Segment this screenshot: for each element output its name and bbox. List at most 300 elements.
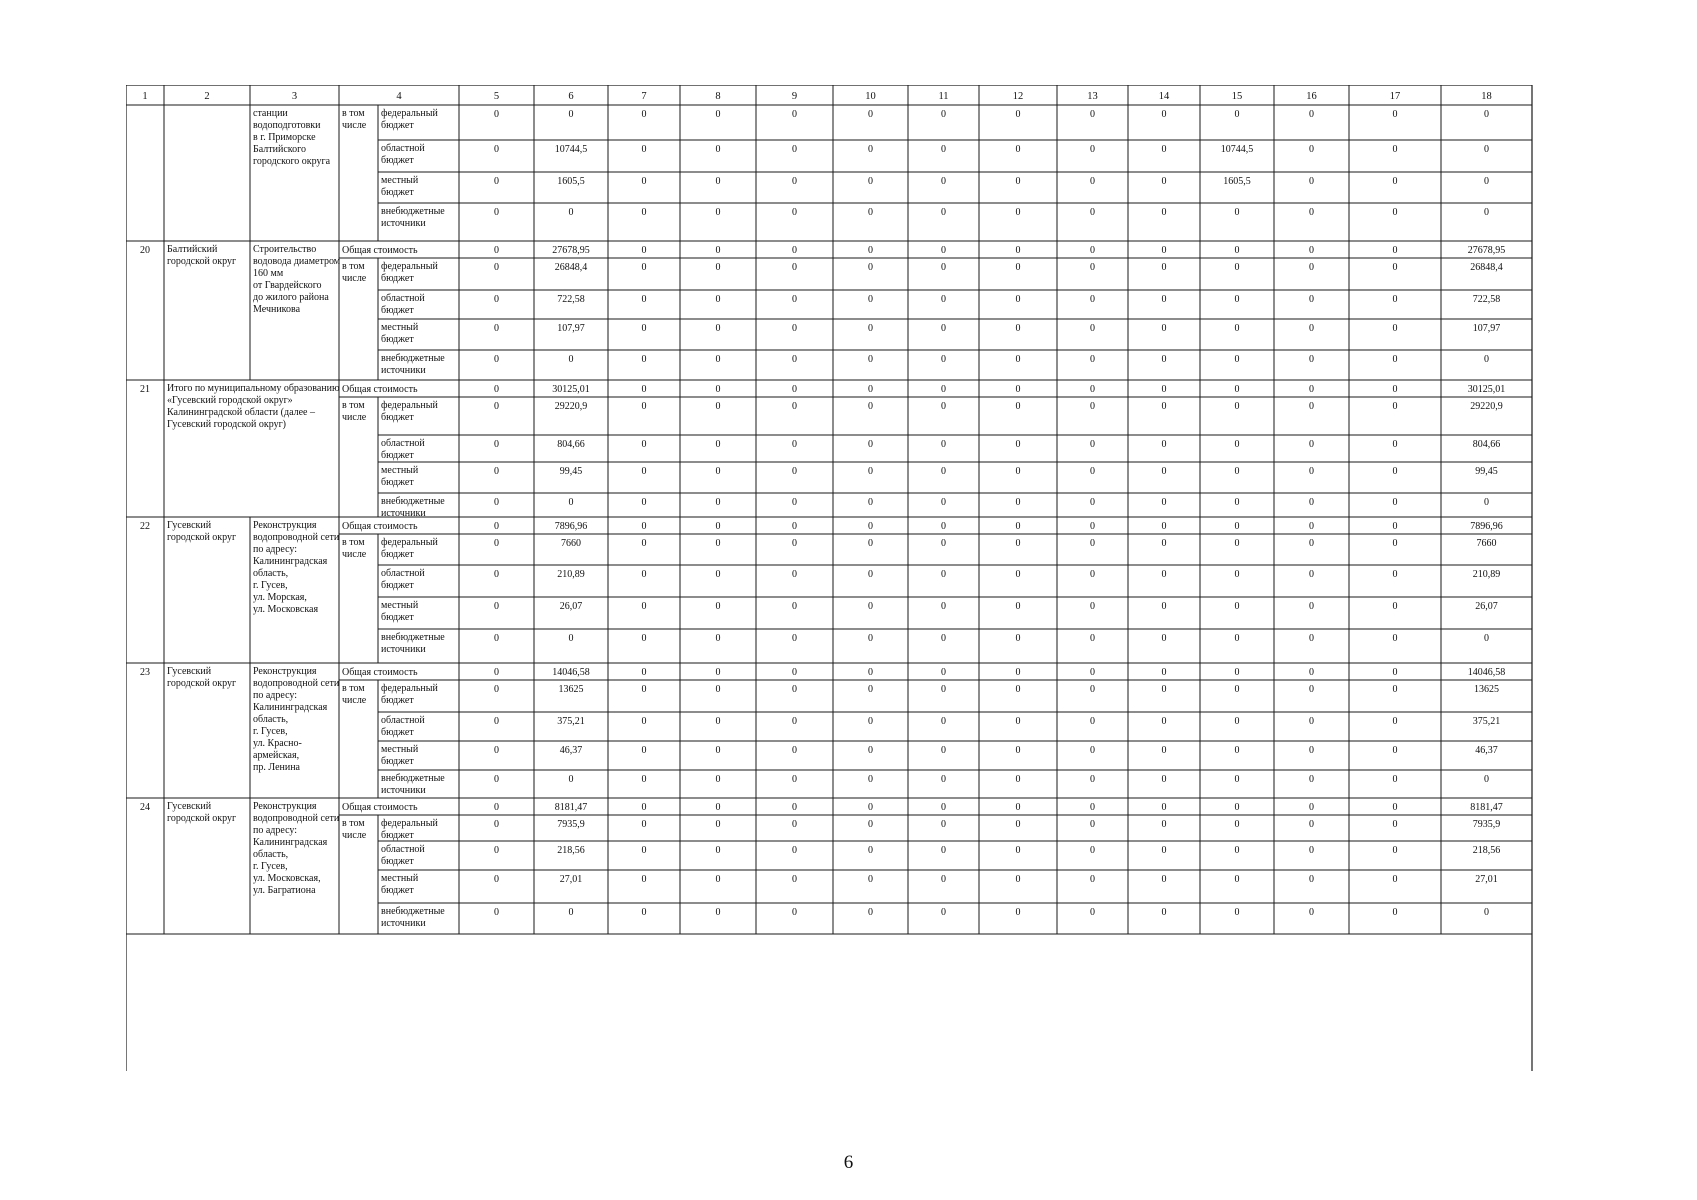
value-cell: 0 — [792, 401, 797, 412]
value-cell: 0 — [1090, 521, 1095, 532]
value-cell: 0 — [1392, 569, 1398, 580]
value-cell: 0 — [1161, 294, 1167, 305]
value-cell: 0 — [1161, 745, 1167, 756]
header-cell: 3 — [291, 91, 298, 102]
value-cell: 0 — [715, 745, 721, 756]
value-cell: 0 — [1484, 109, 1489, 120]
value-cell: 29220,9 — [554, 401, 588, 412]
value-cell: 0 — [941, 745, 946, 756]
value-cell: 0 — [868, 323, 873, 334]
value-cell: 0 — [868, 802, 873, 813]
value-cell: 0 — [1015, 667, 1021, 678]
value-cell: 0 — [494, 845, 499, 856]
object-description-text: ул. Московская, — [253, 873, 321, 884]
page-number: 6 — [843, 1152, 854, 1173]
municipality-text: Гусевский городской округ) — [167, 419, 287, 430]
funding-source-label: внебюджетные — [381, 206, 445, 217]
value-cell: 0 — [641, 569, 647, 580]
funding-source-label: внебюджетные — [381, 632, 445, 643]
value-cell: 0 — [494, 144, 499, 155]
value-cell: 0 — [1161, 245, 1167, 256]
value-cell: 0 — [1090, 294, 1095, 305]
header-cell: 13 — [1087, 91, 1098, 102]
value-cell: 0 — [1161, 144, 1167, 155]
value-cell: 26,07 — [559, 601, 583, 612]
value-cell: 0 — [1392, 323, 1398, 334]
value-cell: 0 — [715, 109, 721, 120]
value-cell: 0 — [641, 245, 647, 256]
value-cell: 0 — [868, 384, 873, 395]
value-cell: 7896,96 — [1470, 521, 1503, 532]
object-description-text: армейская, — [253, 750, 300, 761]
value-cell: 0 — [641, 323, 647, 334]
value-cell: 0 — [1309, 176, 1314, 187]
value-cell: 7660 — [561, 538, 581, 549]
value-cell: 0 — [868, 819, 873, 830]
value-cell: 0 — [1090, 401, 1095, 412]
value-cell: 0 — [568, 109, 574, 120]
value-cell: 0 — [715, 819, 721, 830]
value-cell: 0 — [1392, 684, 1398, 695]
value-cell: 0 — [941, 207, 946, 218]
object-description-text: станции — [253, 108, 288, 119]
value-cell: 0 — [1015, 466, 1021, 477]
value-cell: 0 — [1015, 384, 1021, 395]
value-cell: 0 — [494, 601, 499, 612]
row-number: 21 — [140, 384, 150, 395]
funding-source-label: бюджет — [381, 412, 414, 423]
value-cell: 0 — [494, 401, 499, 412]
value-cell: 0 — [1090, 874, 1095, 885]
value-cell: 0 — [715, 802, 721, 813]
value-cell: 0 — [941, 802, 946, 813]
funding-source-label: областной — [381, 293, 425, 304]
value-cell: 0 — [792, 802, 797, 813]
funding-source-label: бюджет — [381, 477, 414, 488]
value-cell: 0 — [1234, 569, 1240, 580]
value-cell: 0 — [1234, 466, 1240, 477]
value-cell: 0 — [792, 819, 797, 830]
value-cell: 0 — [641, 907, 647, 918]
value-cell: 0 — [941, 497, 946, 508]
including-label: в том — [342, 261, 365, 272]
value-cell: 0 — [1090, 667, 1095, 678]
value-cell: 0 — [941, 176, 946, 187]
value-cell: 99,45 — [1475, 466, 1498, 477]
value-cell: 7935,9 — [1472, 819, 1501, 830]
value-cell: 0 — [1161, 819, 1167, 830]
value-cell: 0 — [1090, 439, 1095, 450]
value-cell: 0 — [1309, 569, 1314, 580]
funding-source-label: бюджет — [381, 612, 414, 623]
value-cell: 0 — [1234, 354, 1240, 365]
object-description-text: водопроводной сети — [253, 813, 340, 824]
object-description-text: ул. Морская, — [253, 592, 307, 603]
value-cell: 0 — [1309, 819, 1314, 830]
value-cell: 0 — [641, 601, 647, 612]
value-cell: 0 — [1090, 354, 1095, 365]
object-description-text: водопроводной сети — [253, 532, 340, 543]
value-cell: 0 — [1392, 601, 1398, 612]
value-cell: 0 — [1090, 144, 1095, 155]
funding-source-label: федеральный — [381, 537, 438, 548]
value-cell: 7896,96 — [554, 521, 588, 532]
value-cell: 10744,5 — [1220, 144, 1254, 155]
value-cell: 14046,58 — [552, 667, 590, 678]
value-cell: 0 — [1392, 207, 1398, 218]
value-cell: 0 — [1090, 633, 1095, 644]
municipality-text: городской округ — [167, 678, 237, 689]
object-description-text: ул. Багратиона — [253, 885, 316, 896]
header-cell: 8 — [715, 91, 721, 102]
value-cell: 0 — [941, 245, 946, 256]
value-cell: 0 — [1309, 439, 1314, 450]
value-cell: 0 — [1090, 601, 1095, 612]
value-cell: 0 — [1015, 497, 1021, 508]
value-cell: 107,97 — [557, 323, 585, 334]
value-cell: 0 — [641, 802, 647, 813]
value-cell: 0 — [868, 207, 873, 218]
value-cell: 0 — [1015, 323, 1021, 334]
value-cell: 0 — [868, 176, 873, 187]
value-cell: 0 — [1392, 401, 1398, 412]
value-cell: 0 — [1392, 745, 1398, 756]
value-cell: 0 — [868, 774, 873, 785]
value-cell: 0 — [494, 384, 499, 395]
value-cell: 0 — [1309, 802, 1314, 813]
value-cell: 0 — [1015, 684, 1021, 695]
value-cell: 0 — [1309, 262, 1314, 273]
value-cell: 0 — [1090, 176, 1095, 187]
funding-source-label: бюджет — [381, 549, 414, 560]
funding-source-label: бюджет — [381, 450, 414, 461]
object-description-text: водопроводной сети — [253, 678, 340, 689]
funding-source-label: бюджет — [381, 885, 414, 896]
value-cell: 0 — [494, 354, 499, 365]
value-cell: 0 — [1161, 439, 1167, 450]
value-cell: 0 — [494, 109, 499, 120]
funding-source-label: областной — [381, 568, 425, 579]
value-cell: 13625 — [1474, 684, 1499, 695]
value-cell: 0 — [1161, 569, 1167, 580]
value-cell: 0 — [868, 845, 873, 856]
value-cell: 0 — [1161, 845, 1167, 856]
value-cell: 0 — [641, 144, 647, 155]
value-cell: 0 — [568, 207, 574, 218]
value-cell: 46,37 — [1475, 745, 1498, 756]
including-label: в том — [342, 818, 365, 829]
value-cell: 0 — [494, 176, 499, 187]
value-cell: 0 — [1392, 874, 1398, 885]
value-cell: 27678,95 — [1467, 245, 1506, 256]
value-cell: 0 — [1234, 845, 1240, 856]
value-cell: 0 — [941, 601, 946, 612]
value-cell: 0 — [715, 569, 721, 580]
value-cell: 0 — [1234, 684, 1240, 695]
value-cell: 0 — [792, 601, 797, 612]
value-cell: 0 — [494, 819, 499, 830]
value-cell: 0 — [715, 538, 721, 549]
value-cell: 210,89 — [557, 569, 585, 580]
header-cell: 1 — [142, 91, 148, 102]
value-cell: 0 — [641, 633, 647, 644]
value-cell: 0 — [1090, 262, 1095, 273]
value-cell: 210,89 — [1472, 569, 1501, 580]
value-cell: 0 — [1161, 601, 1167, 612]
funding-source-label: бюджет — [381, 727, 414, 738]
value-cell: 10744,5 — [554, 144, 588, 155]
value-cell: 0 — [1234, 874, 1240, 885]
header-cell: 9 — [791, 91, 798, 102]
value-cell: 0 — [715, 497, 721, 508]
value-cell: 0 — [715, 601, 721, 612]
value-cell: 0 — [1309, 538, 1314, 549]
value-cell: 0 — [1161, 401, 1167, 412]
value-cell: 0 — [941, 521, 946, 532]
value-cell: 0 — [715, 907, 721, 918]
header-cell: 17 — [1389, 91, 1401, 102]
value-cell: 0 — [1234, 907, 1240, 918]
header-cell: 4 — [396, 91, 402, 102]
funding-source-label: источники — [381, 785, 426, 796]
value-cell: 0 — [1484, 633, 1489, 644]
value-cell: 0 — [1161, 354, 1167, 365]
value-cell: 218,56 — [557, 845, 585, 856]
header-cell: 14 — [1158, 91, 1170, 102]
value-cell: 0 — [1015, 176, 1021, 187]
value-cell: 0 — [868, 109, 873, 120]
municipality-text: Гусевский — [167, 801, 212, 812]
value-cell: 0 — [494, 466, 499, 477]
object-description-text: водоподготовки — [253, 120, 321, 131]
value-cell: 0 — [868, 294, 873, 305]
value-cell: 0 — [1309, 497, 1314, 508]
value-cell: 0 — [941, 684, 946, 695]
value-cell: 0 — [1161, 874, 1167, 885]
funding-source-label: источники — [381, 644, 426, 655]
value-cell: 7935,9 — [557, 819, 585, 830]
value-cell: 0 — [494, 907, 499, 918]
value-cell: 0 — [868, 569, 873, 580]
value-cell: 0 — [1392, 538, 1398, 549]
value-cell: 0 — [1392, 667, 1398, 678]
object-description-text: Реконструкция — [253, 520, 317, 531]
value-cell: 0 — [868, 745, 873, 756]
value-cell: 0 — [1161, 466, 1167, 477]
funding-source-label: источники — [381, 218, 426, 229]
value-cell: 0 — [715, 874, 721, 885]
value-cell: 0 — [641, 401, 647, 412]
value-cell: 0 — [715, 384, 721, 395]
value-cell: 0 — [1090, 819, 1095, 830]
value-cell: 0 — [1309, 601, 1314, 612]
value-cell: 0 — [1090, 716, 1095, 727]
header-cell: 18 — [1481, 91, 1492, 102]
value-cell: 0 — [1161, 207, 1167, 218]
value-cell: 0 — [715, 684, 721, 695]
municipality-text: городской округ — [167, 813, 237, 824]
value-cell: 0 — [715, 354, 721, 365]
funding-source-label: внебюджетные — [381, 353, 445, 364]
value-cell: 13625 — [558, 684, 584, 695]
value-cell: 0 — [641, 667, 647, 678]
value-cell: 0 — [1392, 907, 1398, 918]
object-description-text: ул. Красно- — [253, 738, 302, 749]
object-description-text: г. Гусев, — [253, 580, 288, 591]
value-cell: 46,37 — [559, 745, 583, 756]
value-cell: 0 — [641, 774, 647, 785]
value-cell: 0 — [1015, 845, 1021, 856]
value-cell: 0 — [792, 384, 797, 395]
value-cell: 0 — [1015, 245, 1021, 256]
value-cell: 0 — [1234, 401, 1240, 412]
value-cell: 0 — [1161, 262, 1167, 273]
header-cell: 6 — [568, 91, 574, 102]
value-cell: 0 — [792, 294, 797, 305]
value-cell: 0 — [1161, 109, 1167, 120]
value-cell: 0 — [1161, 497, 1167, 508]
including-label: в том — [342, 537, 365, 548]
value-cell: 29220,9 — [1470, 401, 1503, 412]
total-cost-label: Общая стоимость — [342, 384, 418, 395]
municipality-text: Гусевский — [167, 520, 212, 531]
value-cell: 0 — [868, 497, 873, 508]
value-cell: 0 — [1309, 109, 1314, 120]
value-cell: 0 — [494, 323, 499, 334]
value-cell: 0 — [1392, 294, 1398, 305]
value-cell: 0 — [1309, 745, 1314, 756]
funding-source-label: областной — [381, 844, 425, 855]
value-cell: 0 — [1234, 774, 1240, 785]
value-cell: 0 — [792, 874, 797, 885]
value-cell: 0 — [792, 569, 797, 580]
value-cell: 0 — [792, 907, 797, 918]
value-cell: 26848,4 — [1470, 262, 1503, 273]
value-cell: 0 — [715, 176, 721, 187]
value-cell: 0 — [1090, 745, 1095, 756]
object-description-text: Реконструкция — [253, 801, 317, 812]
including-label: в том — [342, 108, 365, 119]
value-cell: 0 — [941, 439, 946, 450]
value-cell: 0 — [494, 667, 499, 678]
header-cell: 16 — [1306, 91, 1317, 102]
object-description-text: от Гвардейского — [253, 280, 322, 291]
value-cell: 0 — [1015, 294, 1021, 305]
value-cell: 0 — [1090, 207, 1095, 218]
value-cell: 0 — [792, 439, 797, 450]
value-cell: 0 — [1234, 802, 1240, 813]
value-cell: 0 — [568, 354, 574, 365]
value-cell: 0 — [1090, 845, 1095, 856]
value-cell: 0 — [1234, 819, 1240, 830]
value-cell: 0 — [1015, 569, 1021, 580]
value-cell: 0 — [494, 207, 499, 218]
total-cost-label: Общая стоимость — [342, 521, 418, 532]
row-number: 20 — [140, 245, 150, 256]
value-cell: 0 — [868, 633, 873, 644]
value-cell: 0 — [941, 384, 946, 395]
value-cell: 0 — [1234, 439, 1240, 450]
value-cell: 0 — [1392, 716, 1398, 727]
object-description-text: городского округа — [253, 156, 331, 167]
object-description-text: 160 мм — [253, 268, 284, 279]
funding-source-label: источники — [381, 918, 426, 929]
funding-source-label: бюджет — [381, 830, 414, 841]
value-cell: 0 — [1309, 323, 1314, 334]
value-cell: 0 — [715, 774, 721, 785]
value-cell: 0 — [1234, 323, 1240, 334]
value-cell: 0 — [1234, 384, 1240, 395]
row-number: 23 — [140, 667, 150, 678]
value-cell: 0 — [1392, 439, 1398, 450]
value-cell: 0 — [868, 144, 873, 155]
municipality-text: Балтийский — [167, 244, 218, 255]
value-cell: 8181,47 — [554, 802, 588, 813]
value-cell: 0 — [1015, 716, 1021, 727]
value-cell: 0 — [1392, 466, 1398, 477]
value-cell: 0 — [1161, 907, 1167, 918]
value-cell: 0 — [792, 716, 797, 727]
header-cell: 12 — [1012, 91, 1024, 102]
value-cell: 0 — [494, 245, 499, 256]
value-cell: 0 — [1392, 819, 1398, 830]
value-cell: 0 — [1309, 245, 1314, 256]
value-cell: 0 — [1161, 684, 1167, 695]
value-cell: 0 — [868, 716, 873, 727]
value-cell: 0 — [868, 538, 873, 549]
value-cell: 0 — [868, 684, 873, 695]
value-cell: 0 — [1161, 774, 1167, 785]
total-cost-label: Общая стоимость — [342, 667, 418, 678]
value-cell: 14046,58 — [1467, 667, 1506, 678]
value-cell: 0 — [941, 569, 946, 580]
value-cell: 0 — [715, 633, 721, 644]
value-cell: 804,66 — [1472, 439, 1501, 450]
value-cell: 0 — [1392, 774, 1398, 785]
funding-source-label: бюджет — [381, 756, 414, 767]
value-cell: 0 — [1484, 207, 1489, 218]
funding-source-label: бюджет — [381, 273, 414, 284]
value-cell: 0 — [715, 294, 721, 305]
value-cell: 0 — [494, 294, 499, 305]
object-description-text: область, — [253, 849, 289, 860]
value-cell: 0 — [941, 262, 946, 273]
value-cell: 0 — [868, 667, 873, 678]
value-cell: 0 — [792, 245, 797, 256]
object-description-text: Строительство — [253, 244, 317, 255]
municipality-text: Гусевский — [167, 666, 212, 677]
value-cell: 0 — [1484, 354, 1489, 365]
value-cell: 0 — [1392, 354, 1398, 365]
value-cell: 0 — [494, 569, 499, 580]
funding-source-label: бюджет — [381, 305, 414, 316]
municipality-text: городской округ — [167, 256, 237, 267]
value-cell: 0 — [792, 262, 797, 273]
funding-source-label: федеральный — [381, 261, 438, 272]
value-cell: 0 — [941, 845, 946, 856]
value-cell: 0 — [941, 466, 946, 477]
funding-source-label: источники — [381, 365, 426, 376]
value-cell: 0 — [792, 521, 797, 532]
funding-source-label: областной — [381, 438, 425, 449]
value-cell: 0 — [494, 633, 499, 644]
value-cell: 0 — [1090, 323, 1095, 334]
value-cell: 218,56 — [1472, 845, 1501, 856]
funding-source-label: федеральный — [381, 108, 438, 119]
value-cell: 0 — [868, 245, 873, 256]
value-cell: 0 — [568, 907, 574, 918]
object-description-text: по адресу: — [253, 544, 298, 555]
